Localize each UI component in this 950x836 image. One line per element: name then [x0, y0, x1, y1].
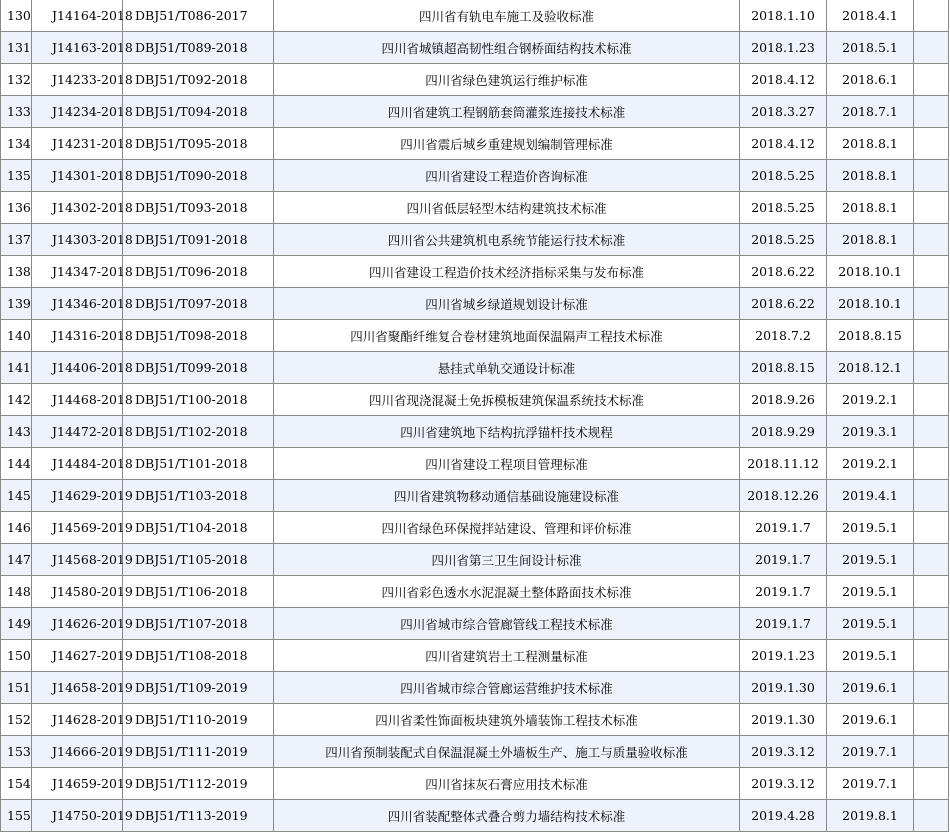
table-row	[1, 448, 949, 480]
row-number-cell: 146	[1, 512, 32, 544]
table-row	[1, 672, 949, 704]
table-row	[1, 192, 949, 224]
issue-date-cell: 2019.1.30	[740, 672, 827, 704]
effective-date-cell: 2019.7.1	[827, 768, 914, 800]
row-number-cell: 150	[1, 640, 32, 672]
standard-number-cell: DBJ51/T102-2018	[123, 416, 274, 448]
row-number-cell: 139	[1, 288, 32, 320]
blank-cell	[914, 576, 949, 608]
blank-cell	[914, 352, 949, 384]
effective-date-cell: 2019.2.1	[827, 384, 914, 416]
standard-title-cell: 四川省建筑地下结构抗浮锚杆技术规程	[274, 416, 740, 448]
blank-cell	[914, 32, 949, 64]
issue-date-cell: 2018.1.10	[740, 0, 827, 32]
blank-cell	[914, 192, 949, 224]
standard-title-cell: 四川省柔性饰面板块建筑外墙装饰工程技术标准	[274, 704, 740, 736]
row-number-cell: 140	[1, 320, 32, 352]
issue-date-cell: 2019.1.23	[740, 640, 827, 672]
table-row	[1, 256, 949, 288]
table-row	[1, 0, 949, 32]
blank-cell	[914, 608, 949, 640]
row-number-cell: 138	[1, 256, 32, 288]
issue-date-cell: 2019.1.7	[740, 608, 827, 640]
issue-date-cell: 2018.12.26	[740, 480, 827, 512]
effective-date-cell: 2018.10.1	[827, 288, 914, 320]
standard-title-cell: 四川省城乡绿道规划设计标准	[274, 288, 740, 320]
table-row	[1, 512, 949, 544]
blank-cell	[914, 736, 949, 768]
standard-number-cell: DBJ51/T093-2018	[123, 192, 274, 224]
issue-date-cell: 2018.3.27	[740, 96, 827, 128]
row-number-cell: 136	[1, 192, 32, 224]
table-row	[1, 416, 949, 448]
registration-number-cell: J14303-2018	[32, 224, 123, 256]
registration-number-cell: J14626-2019	[32, 608, 123, 640]
effective-date-cell: 2018.5.1	[827, 32, 914, 64]
issue-date-cell: 2018.11.12	[740, 448, 827, 480]
table-row	[1, 96, 949, 128]
blank-cell	[914, 0, 949, 32]
blank-cell	[914, 768, 949, 800]
blank-cell	[914, 448, 949, 480]
registration-number-cell: J14164-2018	[32, 0, 123, 32]
standard-number-cell: DBJ51/T091-2018	[123, 224, 274, 256]
table-row	[1, 224, 949, 256]
table-row	[1, 704, 949, 736]
standard-number-cell: DBJ51/T100-2018	[123, 384, 274, 416]
blank-cell	[914, 128, 949, 160]
effective-date-cell: 2018.7.1	[827, 96, 914, 128]
row-number-cell: 153	[1, 736, 32, 768]
registration-number-cell: J14472-2018	[32, 416, 123, 448]
standard-number-cell: DBJ51/T111-2019	[123, 736, 274, 768]
effective-date-cell: 2019.5.1	[827, 608, 914, 640]
issue-date-cell: 2018.9.29	[740, 416, 827, 448]
standard-title-cell: 四川省第三卫生间设计标准	[274, 544, 740, 576]
standard-title-cell: 四川省建设工程造价咨询标准	[274, 160, 740, 192]
registration-number-cell: J14658-2019	[32, 672, 123, 704]
table-row	[1, 64, 949, 96]
blank-cell	[914, 384, 949, 416]
table-row	[1, 160, 949, 192]
effective-date-cell: 2019.4.1	[827, 480, 914, 512]
row-number-cell: 144	[1, 448, 32, 480]
row-number-cell: 147	[1, 544, 32, 576]
standard-number-cell: DBJ51/T112-2019	[123, 768, 274, 800]
effective-date-cell: 2018.4.1	[827, 0, 914, 32]
effective-date-cell: 2018.8.1	[827, 224, 914, 256]
standard-title-cell: 四川省现浇混凝土免拆模板建筑保温系统技术标准	[274, 384, 740, 416]
standard-number-cell: DBJ51/T089-2018	[123, 32, 274, 64]
effective-date-cell: 2019.5.1	[827, 640, 914, 672]
table-row	[1, 352, 949, 384]
effective-date-cell: 2019.6.1	[827, 672, 914, 704]
registration-number-cell: J14231-2018	[32, 128, 123, 160]
effective-date-cell: 2019.3.1	[827, 416, 914, 448]
table-row	[1, 32, 949, 64]
issue-date-cell: 2018.6.22	[740, 256, 827, 288]
effective-date-cell: 2018.8.15	[827, 320, 914, 352]
blank-cell	[914, 704, 949, 736]
standard-number-cell: DBJ51/T098-2018	[123, 320, 274, 352]
standard-number-cell: DBJ51/T113-2019	[123, 800, 274, 832]
row-number-cell: 130	[1, 0, 32, 32]
registration-number-cell: J14346-2018	[32, 288, 123, 320]
issue-date-cell: 2018.9.26	[740, 384, 827, 416]
standards-table-body	[1, 0, 949, 832]
standard-number-cell: DBJ51/T108-2018	[123, 640, 274, 672]
issue-date-cell: 2018.5.25	[740, 192, 827, 224]
issue-date-cell: 2018.7.2	[740, 320, 827, 352]
registration-number-cell: J14302-2018	[32, 192, 123, 224]
effective-date-cell: 2018.6.1	[827, 64, 914, 96]
standard-title-cell: 四川省建设工程项目管理标准	[274, 448, 740, 480]
blank-cell	[914, 544, 949, 576]
registration-number-cell: J14666-2019	[32, 736, 123, 768]
registration-number-cell: J14484-2018	[32, 448, 123, 480]
standard-title-cell: 四川省预制装配式自保温混凝土外墙板生产、施工与质量验收标准	[274, 736, 740, 768]
row-number-cell: 137	[1, 224, 32, 256]
registration-number-cell: J14316-2018	[32, 320, 123, 352]
effective-date-cell: 2019.2.1	[827, 448, 914, 480]
issue-date-cell: 2019.3.12	[740, 768, 827, 800]
standard-number-cell: DBJ51/T110-2019	[123, 704, 274, 736]
standard-title-cell: 四川省城市综合管廊运营维护技术标准	[274, 672, 740, 704]
issue-date-cell: 2018.5.25	[740, 160, 827, 192]
blank-cell	[914, 320, 949, 352]
effective-date-cell: 2019.5.1	[827, 544, 914, 576]
blank-cell	[914, 672, 949, 704]
issue-date-cell: 2018.8.15	[740, 352, 827, 384]
effective-date-cell: 2019.7.1	[827, 736, 914, 768]
issue-date-cell: 2019.1.7	[740, 576, 827, 608]
blank-cell	[914, 416, 949, 448]
registration-number-cell: J14628-2019	[32, 704, 123, 736]
table-row	[1, 544, 949, 576]
effective-date-cell: 2018.12.1	[827, 352, 914, 384]
table-row	[1, 608, 949, 640]
row-number-cell: 149	[1, 608, 32, 640]
issue-date-cell: 2019.1.7	[740, 512, 827, 544]
blank-cell	[914, 96, 949, 128]
issue-date-cell: 2018.4.12	[740, 128, 827, 160]
blank-cell	[914, 160, 949, 192]
table-row	[1, 384, 949, 416]
row-number-cell: 151	[1, 672, 32, 704]
row-number-cell: 145	[1, 480, 32, 512]
row-number-cell: 135	[1, 160, 32, 192]
standard-number-cell: DBJ51/T109-2019	[123, 672, 274, 704]
standard-title-cell: 四川省建设工程造价技术经济指标采集与发布标准	[274, 256, 740, 288]
effective-date-cell: 2019.5.1	[827, 512, 914, 544]
table-row	[1, 768, 949, 800]
standard-number-cell: DBJ51/T096-2018	[123, 256, 274, 288]
registration-number-cell: J14233-2018	[32, 64, 123, 96]
standard-number-cell: DBJ51/T104-2018	[123, 512, 274, 544]
effective-date-cell: 2018.8.1	[827, 160, 914, 192]
row-number-cell: 155	[1, 800, 32, 832]
blank-cell	[914, 640, 949, 672]
row-number-cell: 152	[1, 704, 32, 736]
standard-number-cell: DBJ51/T099-2018	[123, 352, 274, 384]
standard-title-cell: 四川省城市综合管廊管线工程技术标准	[274, 608, 740, 640]
table-row	[1, 128, 949, 160]
issue-date-cell: 2018.5.25	[740, 224, 827, 256]
table-row	[1, 640, 949, 672]
registration-number-cell: J14347-2018	[32, 256, 123, 288]
registration-number-cell: J14234-2018	[32, 96, 123, 128]
table-row	[1, 320, 949, 352]
standard-title-cell: 悬挂式单轨交通设计标准	[274, 352, 740, 384]
registration-number-cell: J14406-2018	[32, 352, 123, 384]
table-row	[1, 480, 949, 512]
standard-number-cell: DBJ51/T086-2017	[123, 0, 274, 32]
standard-title-cell: 四川省城镇超高韧性组合钢桥面结构技术标准	[274, 32, 740, 64]
registration-number-cell: J14568-2019	[32, 544, 123, 576]
blank-cell	[914, 224, 949, 256]
row-number-cell: 154	[1, 768, 32, 800]
issue-date-cell: 2019.1.30	[740, 704, 827, 736]
standard-title-cell: 四川省建筑岩土工程测量标准	[274, 640, 740, 672]
standard-title-cell: 四川省建筑工程钢筋套筒灌浆连接技术标准	[274, 96, 740, 128]
registration-number-cell: J14301-2018	[32, 160, 123, 192]
effective-date-cell: 2019.5.1	[827, 576, 914, 608]
issue-date-cell: 2019.1.7	[740, 544, 827, 576]
effective-date-cell: 2018.8.1	[827, 192, 914, 224]
effective-date-cell: 2019.6.1	[827, 704, 914, 736]
blank-cell	[914, 800, 949, 832]
standard-number-cell: DBJ51/T097-2018	[123, 288, 274, 320]
table-row	[1, 736, 949, 768]
blank-cell	[914, 256, 949, 288]
registration-number-cell: J14163-2018	[32, 32, 123, 64]
standard-title-cell: 四川省装配整体式叠合剪力墙结构技术标准	[274, 800, 740, 832]
issue-date-cell: 2018.1.23	[740, 32, 827, 64]
standard-title-cell: 四川省绿色环保搅拌站建设、管理和评价标准	[274, 512, 740, 544]
row-number-cell: 134	[1, 128, 32, 160]
effective-date-cell: 2018.8.1	[827, 128, 914, 160]
standard-title-cell: 四川省抹灰石膏应用技术标准	[274, 768, 740, 800]
row-number-cell: 148	[1, 576, 32, 608]
row-number-cell: 142	[1, 384, 32, 416]
standard-title-cell: 四川省震后城乡重建规划编制管理标准	[274, 128, 740, 160]
row-number-cell: 131	[1, 32, 32, 64]
registration-number-cell: J14627-2019	[32, 640, 123, 672]
blank-cell	[914, 288, 949, 320]
issue-date-cell: 2019.3.12	[740, 736, 827, 768]
blank-cell	[914, 64, 949, 96]
registration-number-cell: J14659-2019	[32, 768, 123, 800]
standard-number-cell: DBJ51/T101-2018	[123, 448, 274, 480]
issue-date-cell: 2018.6.22	[740, 288, 827, 320]
effective-date-cell: 2018.10.1	[827, 256, 914, 288]
standard-number-cell: DBJ51/T105-2018	[123, 544, 274, 576]
standard-title-cell: 四川省彩色透水水泥混凝土整体路面技术标准	[274, 576, 740, 608]
registration-number-cell: J14629-2019	[32, 480, 123, 512]
standard-number-cell: DBJ51/T103-2018	[123, 480, 274, 512]
standard-number-cell: DBJ51/T092-2018	[123, 64, 274, 96]
issue-date-cell: 2018.4.12	[740, 64, 827, 96]
standard-title-cell: 四川省聚酯纤维复合卷材建筑地面保温隔声工程技术标准	[274, 320, 740, 352]
table-row	[1, 288, 949, 320]
registration-number-cell: J14468-2018	[32, 384, 123, 416]
registration-number-cell: J14750-2019	[32, 800, 123, 832]
blank-cell	[914, 480, 949, 512]
standard-number-cell: DBJ51/T106-2018	[123, 576, 274, 608]
row-number-cell: 143	[1, 416, 32, 448]
standard-number-cell: DBJ51/T095-2018	[123, 128, 274, 160]
table-row	[1, 576, 949, 608]
row-number-cell: 133	[1, 96, 32, 128]
row-number-cell: 141	[1, 352, 32, 384]
registration-number-cell: J14580-2019	[32, 576, 123, 608]
standard-number-cell: DBJ51/T094-2018	[123, 96, 274, 128]
blank-cell	[914, 512, 949, 544]
table-row	[1, 800, 949, 832]
issue-date-cell: 2019.4.28	[740, 800, 827, 832]
standard-number-cell: DBJ51/T107-2018	[123, 608, 274, 640]
standard-title-cell: 四川省公共建筑机电系统节能运行技术标准	[274, 224, 740, 256]
standard-title-cell: 四川省有轨电车施工及验收标准	[274, 0, 740, 32]
standard-title-cell: 四川省绿色建筑运行维护标准	[274, 64, 740, 96]
standard-title-cell: 四川省建筑物移动通信基础设施建设标准	[274, 480, 740, 512]
effective-date-cell: 2019.8.1	[827, 800, 914, 832]
standard-number-cell: DBJ51/T090-2018	[123, 160, 274, 192]
row-number-cell: 132	[1, 64, 32, 96]
registration-number-cell: J14569-2019	[32, 512, 123, 544]
standard-title-cell: 四川省低层轻型木结构建筑技术标准	[274, 192, 740, 224]
